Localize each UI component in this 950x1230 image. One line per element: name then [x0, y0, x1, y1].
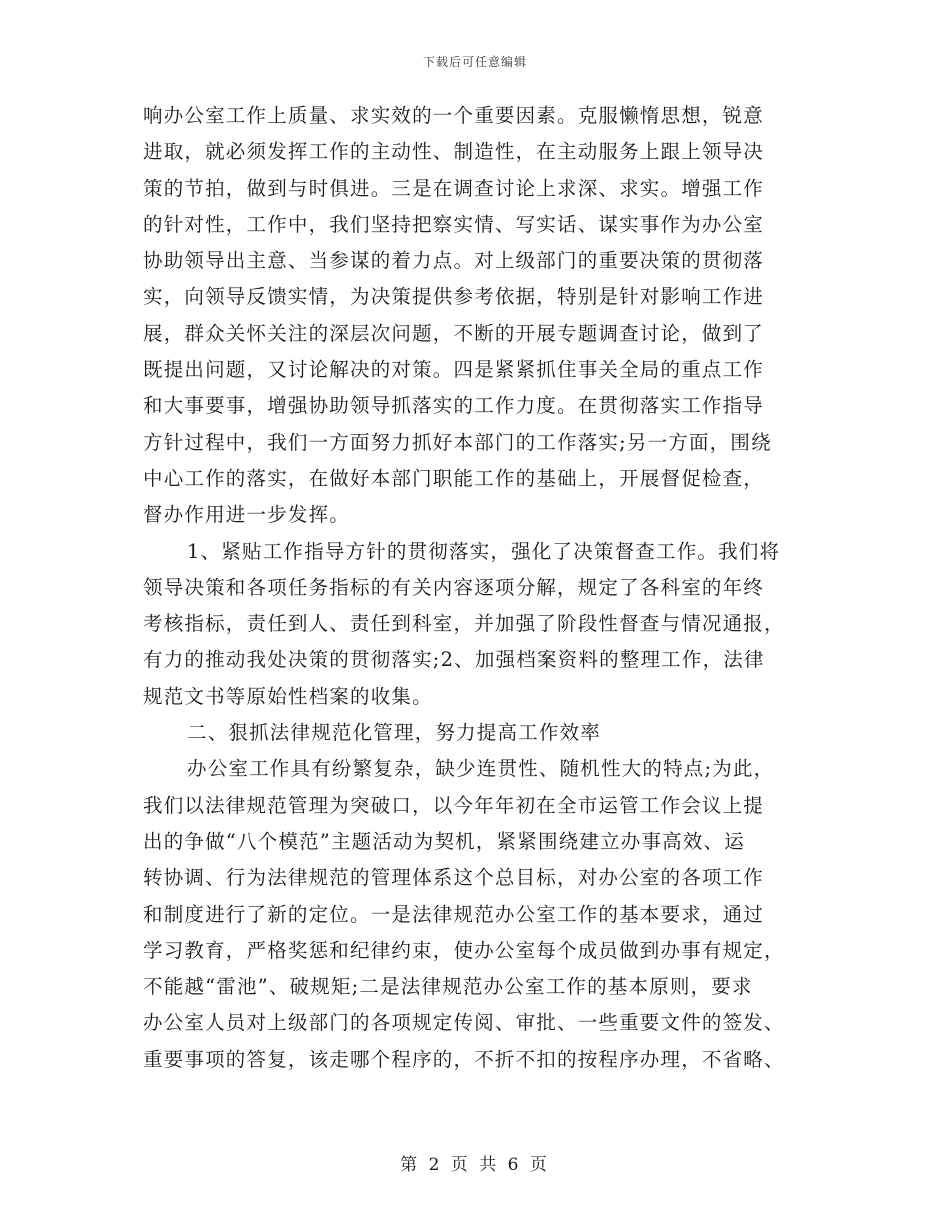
- text-line: 不能越“雷池”、破规矩;二是法律规范办公室工作的基本原则，要求: [143, 975, 753, 999]
- text-line: 学习教育，严格奖惩和纪律约束，使办公室每个成员做到办事有规定，: [143, 938, 785, 962]
- page-number-footer: 第 2 页 共 6 页: [400, 1155, 550, 1175]
- text-line: 协助领导出主意、当参谋的着力点。对上级部门的重要决策的贯彻落: [143, 249, 765, 273]
- text-line: 有力的推动我处决策的贯彻落实;2、加强档案资料的整理工作，法律: [143, 648, 765, 672]
- text-line: 中心工作的落实，在做好本部门职能工作的基础上，开展督促检查，: [143, 466, 765, 490]
- text-line: 督办作用进一步发挥。: [143, 503, 351, 527]
- text-line: 和制度进行了新的定位。一是法律规范办公室工作的基本要求，通过: [143, 902, 765, 926]
- text-line: 进取，就必须发挥工作的主动性、制造性，在主动服务上跟上领导决: [143, 140, 765, 164]
- text-line: 1、紧贴工作指导方针的贯彻落实，强化了决策督查工作。我们将: [187, 539, 781, 563]
- text-line: 的针对性，工作中，我们坚持把察实情、写实话、谋实事作为办公室: [143, 212, 765, 236]
- text-line: 转协调、行为法律规范的管理体系这个总目标，对办公室的各项工作: [143, 866, 765, 890]
- text-line: 二、狠抓法律规范化管理，努力提高工作效率: [187, 721, 602, 745]
- text-line: 既提出问题，又讨论解决的对策。四是紧紧抓住事关全局的重点工作: [143, 358, 765, 382]
- text-line: 出的争做“八个模范”主题活动为契机，紧紧围绕建立办事高效、运: [143, 829, 745, 853]
- text-line: 我们以法律规范管理为突破口，以今年年初在全市运管工作会议上提: [143, 793, 765, 817]
- text-line: 和大事要事，增强协助领导抓落实的工作力度。在贯彻落实工作指导: [143, 394, 765, 418]
- page-header: 下载后可任意编辑: [422, 55, 527, 69]
- text-line: 办公室人员对上级部门的各项规定传阅、审批、一些重要文件的签发、: [143, 1011, 785, 1035]
- text-line: 展，群众关怀关注的深层次问题，不断的开展专题调查讨论，做到了: [143, 321, 765, 345]
- text-line: 考核指标，责任到人、责任到科室，并加强了阶段性督查与情况通报，: [143, 612, 785, 636]
- text-line: 重要事项的答复，该走哪个程序的，不折不扣的按程序办理，不省略、: [143, 1047, 785, 1071]
- text-line: 规范文书等原始性档案的收集。: [143, 684, 433, 708]
- text-line: 方针过程中，我们一方面努力抓好本部门的工作落实;另一方面，围绕: [143, 430, 772, 454]
- text-line: 实，向领导反馈实情，为决策提供参考依据，特别是针对影响工作进: [143, 285, 765, 309]
- text-line: 策的节拍，做到与时俱进。三是在调查讨论上求深、求实。增强工作: [143, 176, 765, 200]
- text-line: 领导决策和各项任务指标的有关内容逐项分解，规定了各科室的年终: [143, 575, 765, 599]
- text-line: 办公室工作具有纷繁复杂，缺少连贯性、随机性大的特点;为此，: [187, 757, 775, 781]
- text-line: 响办公室工作上质量、求实效的一个重要因素。克服懒惰思想，锐意: [143, 104, 765, 127]
- document-body: [143, 98, 811, 1078]
